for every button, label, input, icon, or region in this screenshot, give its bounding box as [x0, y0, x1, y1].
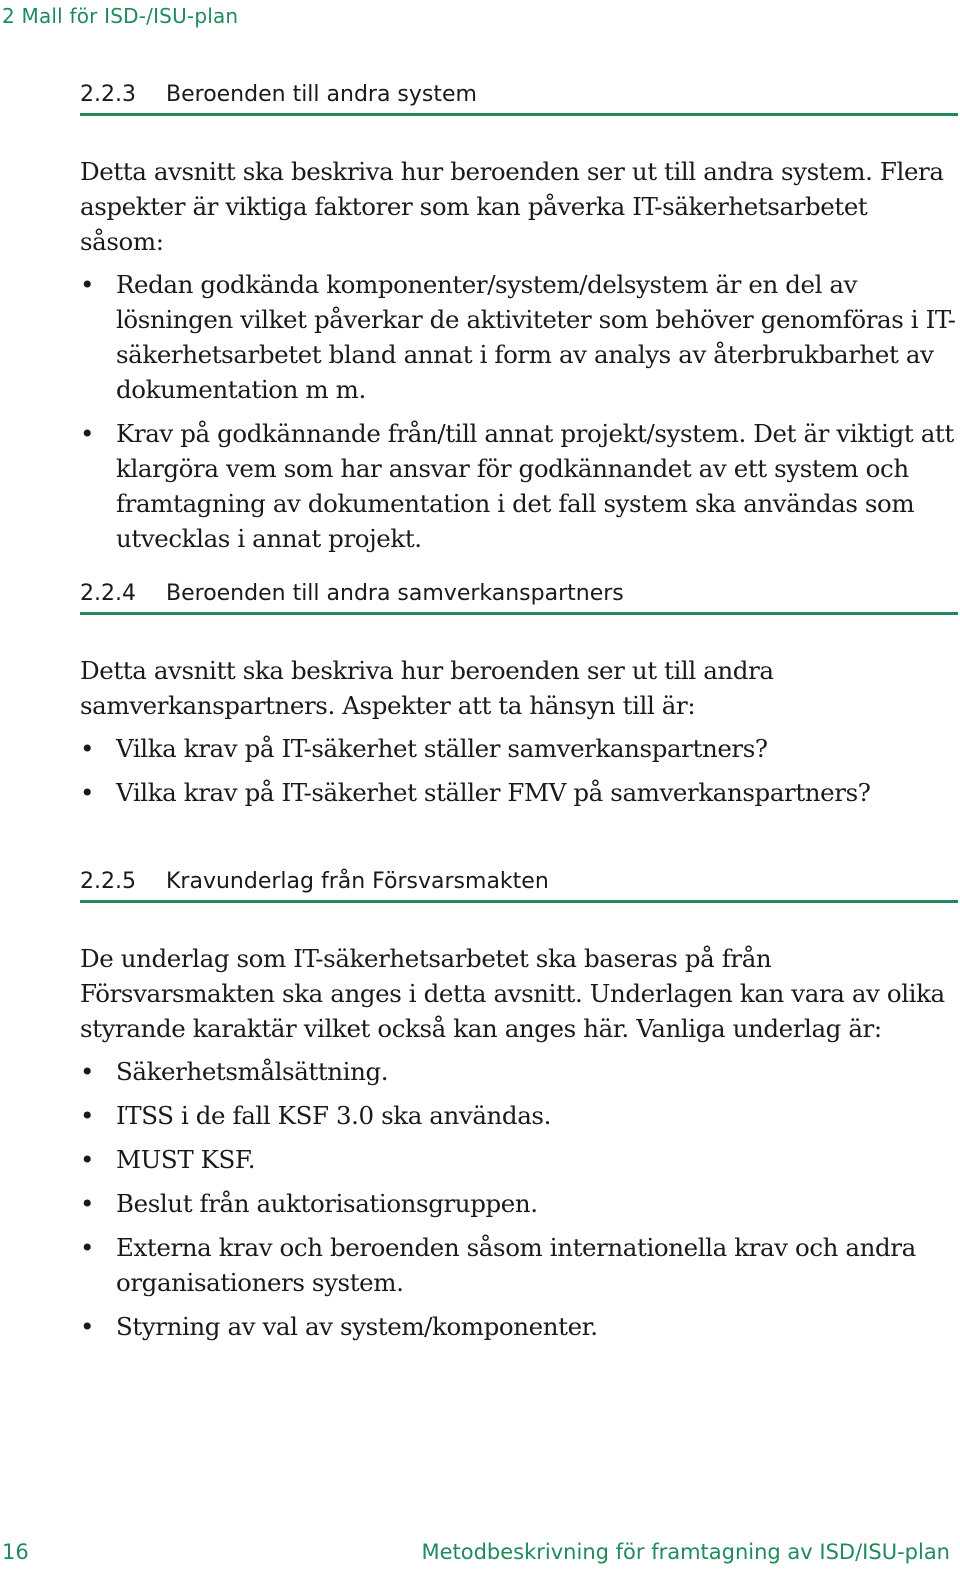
section-title: Beroenden till andra samverkanspartners: [166, 581, 624, 606]
list-item: [80, 1309, 958, 1344]
bullet-list: [80, 731, 958, 810]
list-item-text: Säkerhetsmålsättning.: [116, 1057, 389, 1086]
bullet-list: [80, 267, 958, 556]
bullet-icon: •: [80, 1057, 95, 1086]
bullet-icon: •: [80, 778, 95, 807]
section-number: 2.2.4: [80, 581, 136, 606]
list-item-text: Redan godkända komponenter/system/delsystem är en del av lösningen vilket påverkar de aktiviteter som behöver genomföras i IT-säkerhetsarbetet bland annat i form av analys av återbrukbarhet av dokumentation m m.: [116, 270, 956, 404]
list-item: [80, 1186, 958, 1221]
bullet-icon: •: [80, 734, 95, 763]
bullet-icon: •: [80, 1233, 95, 1262]
bullet-icon: •: [80, 1189, 95, 1218]
list-item-text: ITSS i de fall KSF 3.0 ska användas.: [116, 1101, 551, 1130]
list-item: [80, 416, 958, 556]
list-item: [80, 267, 958, 407]
section-title: Kravunderlag från Försvarsmakten: [166, 869, 549, 894]
bullet-icon: •: [80, 1101, 95, 1130]
list-item: [80, 775, 958, 810]
section-2-2-5: [80, 869, 958, 1353]
list-item-text: Krav på godkännande från/till annat projekt/system. Det är viktigt att klargöra vem som har ansvar för godkännandet av ett system och framtagning av dokumentation i det fall system ska användas som utvecklas i annat projekt.: [116, 419, 954, 553]
running-header: 2 Mall för ISD-/ISU-plan: [2, 4, 239, 28]
list-item: [80, 731, 958, 766]
section-number: 2.2.3: [80, 82, 136, 107]
list-item-text: Vilka krav på IT-säkerhet ställer FMV på samverkanspartners?: [116, 778, 871, 807]
section-intro: De underlag som IT-säkerhetsarbetet ska baseras på från Försvarsmakten ska anges i detta avsnitt. Underlagen kan vara av olika styrande karaktär vilket också kan anges här. Vanliga underlag är:: [80, 944, 945, 1043]
section-number: 2.2.5: [80, 869, 136, 894]
section-2-2-4: [80, 581, 958, 819]
list-item-text: Vilka krav på IT-säkerhet ställer samverkanspartners?: [116, 734, 768, 763]
section-intro: Detta avsnitt ska beskriva hur beroenden ser ut till andra samverkanspartners. Aspekter att ta hänsyn till är:: [80, 656, 774, 720]
section-2-2-3: [80, 82, 958, 565]
bullet-icon: •: [80, 270, 95, 299]
section-heading: [80, 581, 958, 615]
list-item: [80, 1098, 958, 1133]
bullet-icon: •: [80, 1312, 95, 1341]
list-item: [80, 1142, 958, 1177]
section-title: Beroenden till andra system: [166, 82, 477, 107]
list-item-text: MUST KSF.: [116, 1145, 256, 1174]
section-heading: [80, 82, 958, 116]
section-intro: Detta avsnitt ska beskriva hur beroenden ser ut till andra system. Flera aspekter är viktiga faktorer som kan påverka IT-säkerhetsarbetet såsom:: [80, 157, 944, 256]
list-item: [80, 1230, 958, 1300]
bullet-list: [80, 1054, 958, 1344]
list-item-text: Styrning av val av system/komponenter.: [116, 1312, 598, 1341]
list-item: [80, 1054, 958, 1089]
bullet-icon: •: [80, 1145, 95, 1174]
list-item-text: Beslut från auktorisationsgruppen.: [116, 1189, 538, 1218]
document-title: Metodbeskrivning för framtagning av ISD/ISU-plan: [421, 1540, 950, 1564]
section-heading: [80, 869, 958, 903]
page-number: 16: [2, 1540, 29, 1564]
list-item-text: Externa krav och beroenden såsom internationella krav och andra organisationers system.: [116, 1233, 916, 1297]
bullet-icon: •: [80, 419, 95, 448]
